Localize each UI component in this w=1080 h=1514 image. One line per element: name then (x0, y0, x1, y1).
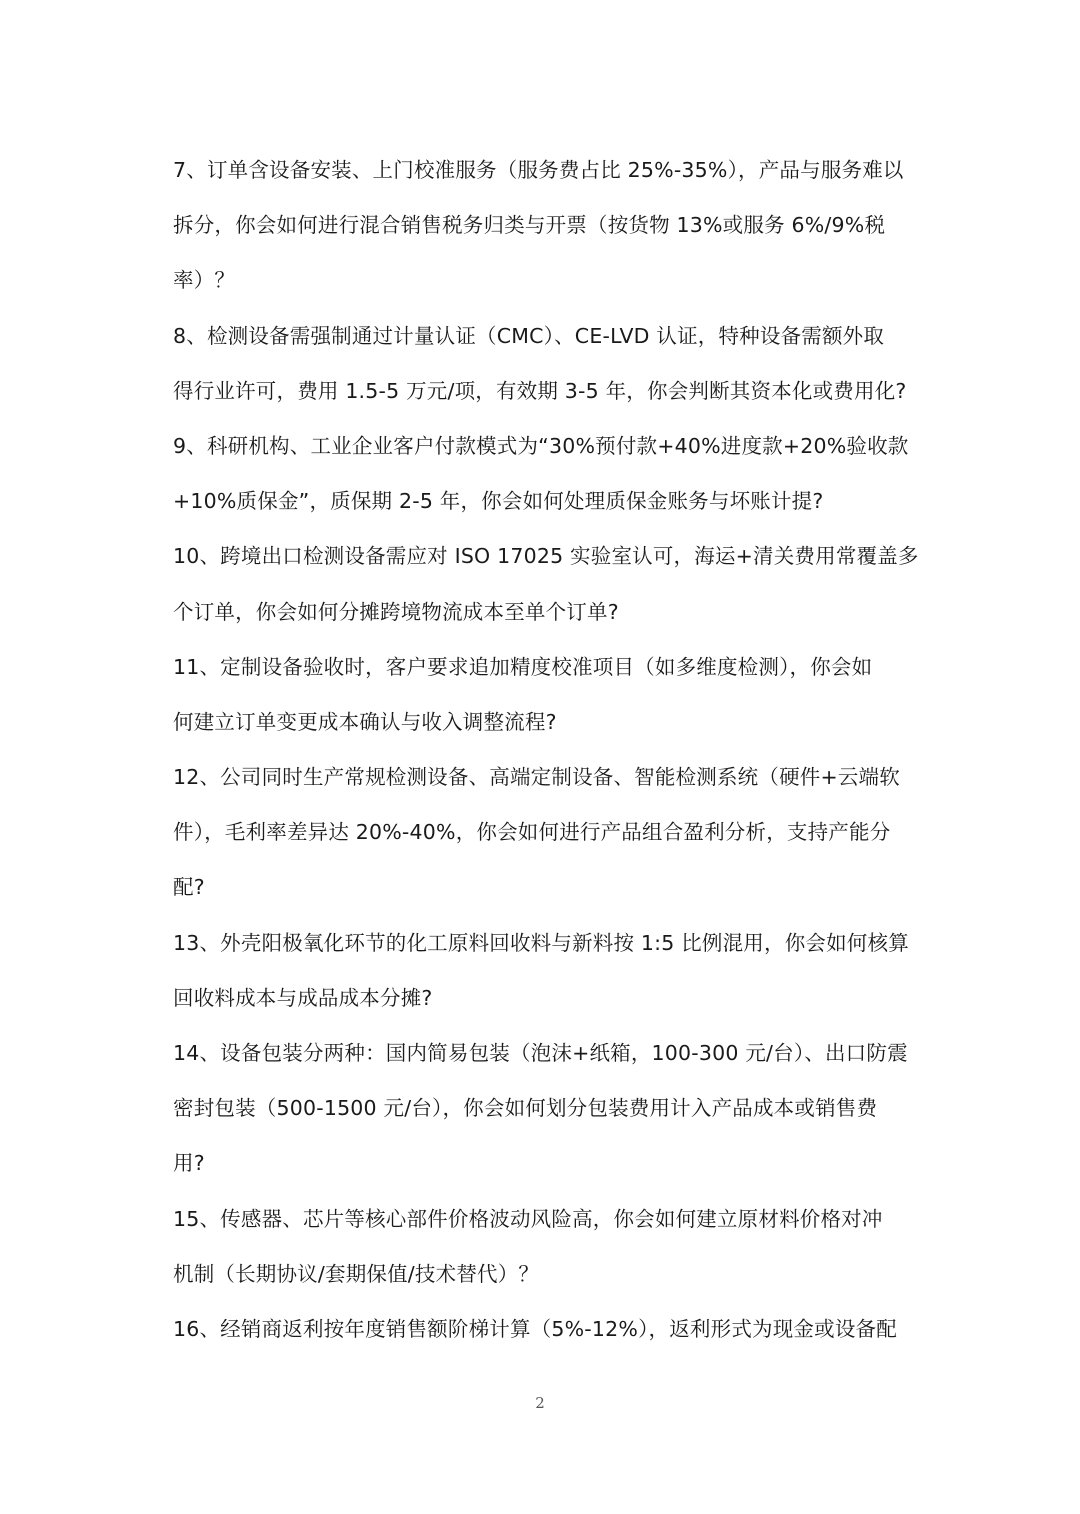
question-line: 8、检测设备需强制通过计量认证（CMC）、CE-LVD 认证，特种设备需额外取 (173, 323, 885, 348)
question-line: 7、订单含设备安装、上门校准服务（服务费占比 25%-35%），产品与服务难以 (173, 158, 904, 182)
question-list (173, 143, 933, 1357)
page-number: 2 (535, 1394, 545, 1412)
question-line: 密封包装（500-1500 元/台），你会如何划分包装费用计入产品成本或销售费 (173, 1096, 878, 1121)
question-line: 16、经销商返利按年度销售额阶梯计算（5%-12%），返利形式为现金或设备配 (173, 1316, 897, 1341)
question-line: 回收料成本与成品成本分摊? (173, 985, 433, 1010)
question-line: 13、外壳阳极氧化环节的化工原料回收料与新料按 1:5 比例混用，你会如何核算 (173, 930, 909, 955)
question-line: 12、公司同时生产常规检测设备、高端定制设备、智能检测系统（硬件+云端软 (173, 765, 900, 790)
question-15 (173, 1192, 933, 1302)
question-line: 9、科研机构、工业企业客户付款模式为“30%预付款+40%进度款+20%验收款 (173, 433, 909, 458)
question-line: 14、设备包装分两种：国内简易包装（泡沫+纸箱，100-300 元/台）、出口防震 (173, 1041, 908, 1065)
question-9 (173, 419, 933, 529)
question-line: 机制（长期协议/套期保值/技术替代）？ (173, 1261, 540, 1286)
question-16 (173, 1302, 933, 1357)
question-11 (173, 640, 933, 750)
question-line: +10%质保金”，质保期 2-5 年，你会如何处理质保金账务与坏账计提? (173, 489, 824, 514)
question-14 (173, 1026, 933, 1192)
question-12 (173, 750, 933, 916)
question-line: 用? (173, 1151, 205, 1176)
question-13 (173, 916, 933, 1026)
question-line: 得行业许可，费用 1.5-5 万元/项，有效期 3-5 年，你会判断其资本化或费用化? (173, 378, 907, 403)
question-line: 配? (173, 875, 205, 900)
question-10 (173, 529, 933, 639)
question-line: 15、传感器、芯片等核心部件价格波动风险高，你会如何建立原材料价格对冲 (173, 1206, 883, 1231)
question-line: 率）？ (173, 268, 236, 293)
question-line: 何建立订单变更成本确认与收入调整流程? (173, 709, 557, 734)
question-line: 件），毛利率差异达 20%-40%，你会如何进行产品组合盈利分析，支持产能分 (173, 820, 891, 845)
question-7 (173, 143, 933, 309)
question-line: 10、跨境出口检测设备需应对 ISO 17025 实验室认可，海运+清关费用常覆盖多 (173, 544, 919, 569)
question-line: 11、定制设备验收时，客户要求追加精度校准项目（如多维度检测），你会如 (173, 654, 873, 679)
question-8 (173, 309, 933, 419)
question-line: 个订单，你会如何分摊跨境物流成本至单个订单? (173, 599, 619, 624)
question-line: 拆分，你会如何进行混合销售税务归类与开票（按货物 13%或服务 6%/9%税 (173, 213, 886, 238)
